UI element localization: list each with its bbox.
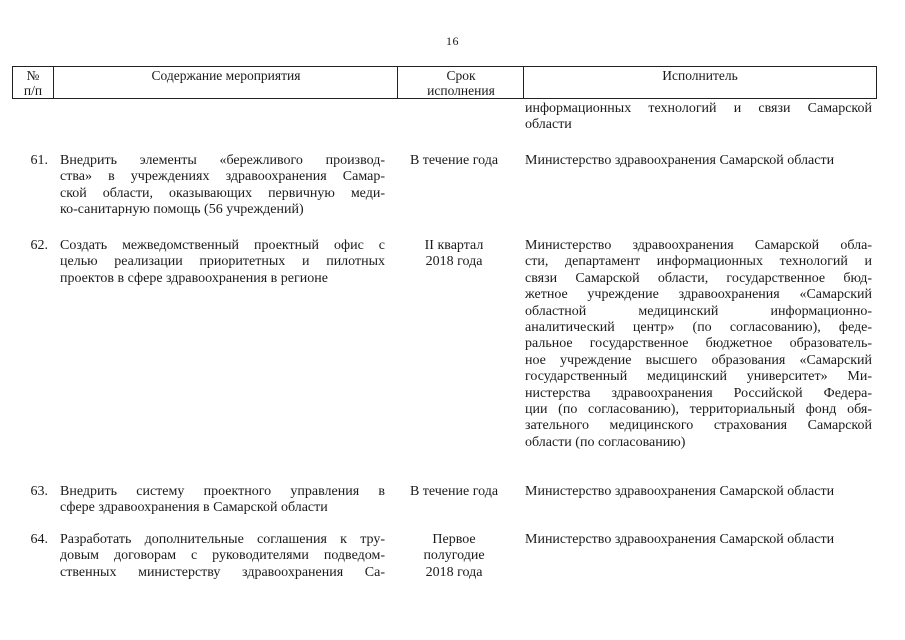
executor-line: ное учреждение высшего образования «Самарский <box>525 352 872 368</box>
row-term <box>398 532 510 581</box>
description-line: Создать межведомственный проектный офис с <box>60 238 385 253</box>
term-line: 2018 года <box>425 254 483 270</box>
header-content: Содержание мероприятия <box>53 67 398 98</box>
description-line: целью реализации приоритетных и пилотных <box>60 254 385 270</box>
executor-line: жетное учреждение здравоохранения «Самарский <box>525 287 872 303</box>
row-description <box>60 484 385 517</box>
executor-line: нистерства здравоохранения Российской Федера- <box>525 385 872 401</box>
executor-line: зательного медицинского страхования Самарской <box>525 418 872 434</box>
description-line: ко-санитарную помощь (56 учреждений) <box>60 202 304 218</box>
continuation-line: области <box>525 117 572 133</box>
row-description <box>60 532 385 581</box>
description-line: сфере здравоохранения в Самарской области <box>60 500 328 516</box>
executor-line: Министерство здравоохранения Самарской обла- <box>525 238 872 253</box>
row-executor <box>525 153 872 169</box>
executor-line: ции (по согласованию), территориальный фонд обя- <box>525 402 872 418</box>
row-number: 61. <box>30 153 48 168</box>
header-num-sign: № <box>26 68 40 83</box>
continuation-executor <box>525 101 872 134</box>
executor-line: ральное государственное бюджетное образователь- <box>525 336 872 352</box>
row-executor <box>525 532 872 548</box>
page-number: 16 <box>446 34 459 48</box>
row-executor <box>525 238 872 451</box>
term-line: II квартал <box>424 238 484 253</box>
row-term <box>398 238 510 271</box>
header-executor: Исполнитель <box>523 67 876 98</box>
description-line: довым договорам с руководителями подведом- <box>60 548 385 564</box>
term-line: Первое <box>432 532 476 547</box>
description-line: проектов в сфере здравоохранения в регионе <box>60 270 328 286</box>
description-line: Разработать дополнительные соглашения к тру- <box>60 532 385 547</box>
row-number: 64. <box>30 532 48 547</box>
executor-line: Министерство здравоохранения Самарской области <box>525 532 835 547</box>
executor-line: Министерство здравоохранения Самарской области <box>525 484 835 499</box>
row-executor <box>525 484 872 500</box>
term-line: полугодие <box>423 548 485 564</box>
row-term <box>398 153 510 169</box>
row-number: 62. <box>30 238 48 253</box>
header-num <box>13 67 53 98</box>
continuation-line: информационных технологий и связи Самарской <box>525 101 872 116</box>
term-line: В течение года <box>409 153 499 168</box>
header-term-line-1: Срок <box>446 68 476 83</box>
header-term-line-2: исполнения <box>427 83 495 98</box>
row-description <box>60 153 385 219</box>
executor-line: аналитический центр» (по согласованию), феде- <box>525 320 872 336</box>
header-num-abbrev: п/п <box>23 83 43 98</box>
description-line: ственных министерству здравоохранения Са- <box>60 564 385 580</box>
description-line: Внедрить систему проектного управления в <box>60 484 385 499</box>
executor-line: сти, департамент информационных технологий и <box>525 254 872 270</box>
executor-line: областной медицинский информационно- <box>525 303 872 319</box>
description-line: ской области, оказывающих первичную меди- <box>60 185 385 201</box>
executor-line: области (по согласованию) <box>525 434 686 450</box>
row-number: 63. <box>30 484 48 499</box>
table-header <box>12 66 877 99</box>
executor-line: Министерство здравоохранения Самарской области <box>525 153 835 168</box>
row-term <box>398 484 510 500</box>
description-line: ства» в учреждениях здравоохранения Самар- <box>60 169 385 185</box>
header-term <box>397 67 524 98</box>
term-line: В течение года <box>409 484 499 499</box>
executor-line: связи Самарской области, государственное бюд- <box>525 270 872 286</box>
description-line: Внедрить элементы «бережливого производ- <box>60 153 385 168</box>
executor-line: государственный медицинский университет» Ми- <box>525 369 872 385</box>
row-description <box>60 238 385 287</box>
term-line: 2018 года <box>425 564 483 580</box>
